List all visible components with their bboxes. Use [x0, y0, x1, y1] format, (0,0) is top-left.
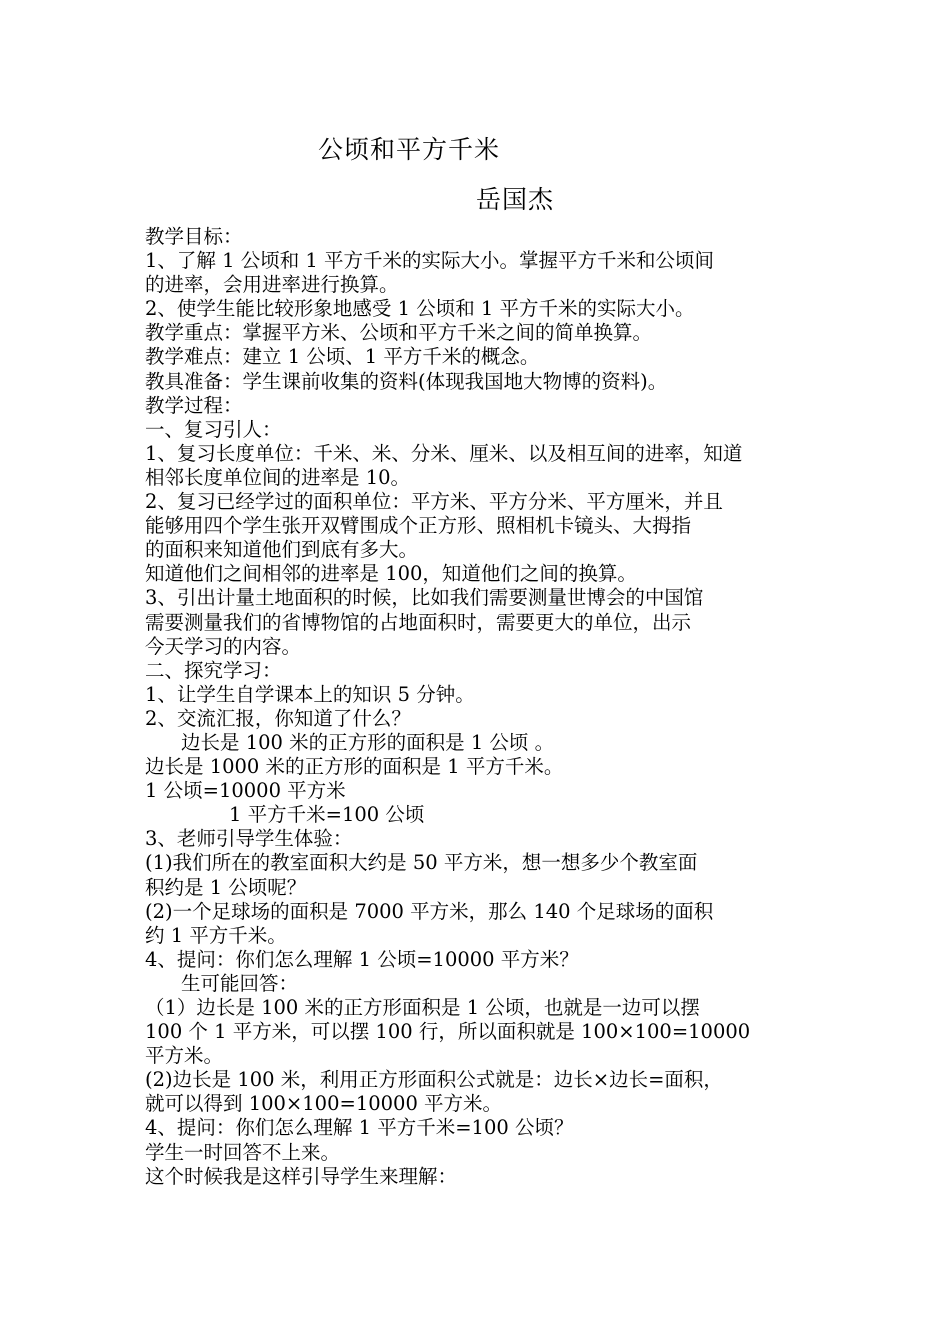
paragraph-line: （1）边长是 100 米的正方形面积是 1 公顷，也就是一边可以摆 — [145, 996, 700, 1019]
paragraph-line: 1 公顷=10000 平方米 — [145, 779, 346, 803]
paragraph-line: 边长是 1000 米的正方形的面积是 1 平方千米。 — [145, 755, 564, 779]
paragraph-line: 边长是 100 米的正方形的面积是 1 公顷 。 — [181, 730, 555, 754]
paragraph-line: 教具准备：学生课前收集的资料(体现我国地大物博的资料)。 — [145, 369, 668, 393]
paragraph-line: 知道他们之间相邻的进率是 100，知道他们之间的换算。 — [145, 562, 637, 586]
section-heading-explore: 二、探究学习： — [145, 658, 282, 682]
paragraph-line: 这个时候我是这样引导学生来理解： — [145, 1164, 458, 1188]
document-body — [145, 225, 820, 1189]
section-heading-objectives: 教学目标： — [145, 225, 243, 248]
paragraph-line: 教学难点：建立 1 公顷、1 平方千米的概念。 — [145, 345, 540, 369]
paragraph-line: 能够用四个学生张开双臂围成个正方形、照相机卡镜头、大拇指 — [145, 514, 692, 538]
paragraph-line: 相邻长度单位间的进率是 10。 — [145, 465, 411, 489]
document-author: 岳国杰 — [476, 185, 555, 214]
paragraph-line: 2、复习已经学过的面积单位：平方米、平方分米、平方厘米，并且 — [145, 490, 723, 514]
paragraph-line: 1、让学生自学课本上的知识 5 分钟。 — [145, 682, 475, 706]
paragraph-line: 的面积来知道他们到底有多大。 — [145, 538, 419, 562]
paragraph-line: (2)边长是 100 米，利用正方形面积公式就是：边长×边长=面积， — [145, 1068, 723, 1092]
paragraph-line: 1、复习长度单位：千米、米、分米、厘米、以及相互间的进率，知道 — [145, 441, 743, 465]
paragraph-line: 4、提问：你们怎么理解 1 平方千米=100 公顷？ — [145, 1116, 574, 1140]
paragraph-line: 3、老师引导学生体验： — [145, 827, 353, 851]
paragraph-line: 约 1 平方千米。 — [145, 923, 287, 947]
paragraph-line: 的进率，会用进率进行换算。 — [145, 273, 399, 297]
document-title: 公顷和平方千米 — [318, 135, 501, 164]
paragraph-line: 平方米。 — [145, 1044, 224, 1068]
paragraph-line: 需要测量我们的省博物馆的占地面积时，需要更大的单位，出示 — [145, 610, 692, 634]
paragraph-line: 1、了解 1 公顷和 1 平方千米的实际大小。掌握平方千米和公顷间 — [145, 249, 715, 273]
paragraph-line: 100 个 1 平方米，可以摆 100 行，所以面积就是 100×100=10000 — [145, 1020, 751, 1044]
paragraph-line: 3、引出计量土地面积的时候，比如我们需要测量世博会的中国馆 — [145, 586, 704, 610]
paragraph-line: 教学重点：掌握平方米、公顷和平方千米之间的简单换算。 — [145, 321, 653, 345]
paragraph-line: (2)一个足球场的面积是 7000 平方米，那么 140 个足球场的面积 — [145, 899, 714, 923]
paragraph-line: (1)我们所在的教室面积大约是 50 平方米，想一想多少个教室面 — [145, 851, 698, 875]
paragraph-line: 2、交流汇报，你知道了什么？ — [145, 706, 411, 730]
paragraph-line: 积约是 1 公顷呢？ — [145, 875, 307, 899]
paragraph-line: 学生一时回答不上来。 — [145, 1140, 341, 1164]
paragraph-line: 就可以得到 100×100=10000 平方米。 — [145, 1092, 503, 1116]
section-heading-review: 一、复习引人： — [145, 417, 282, 441]
paragraph-line: 1 平方千米=100 公顷 — [229, 803, 425, 827]
paragraph-line: 4、提问：你们怎么理解 1 公顷=10000 平方米？ — [145, 947, 579, 971]
paragraph-line: 今天学习的内容。 — [145, 634, 302, 658]
paragraph-line: 生可能回答： — [181, 971, 299, 995]
paragraph-line: 2、使学生能比较形象地感受 1 公顷和 1 平方千米的实际大小。 — [145, 297, 695, 321]
section-heading-process: 教学过程： — [145, 393, 243, 417]
